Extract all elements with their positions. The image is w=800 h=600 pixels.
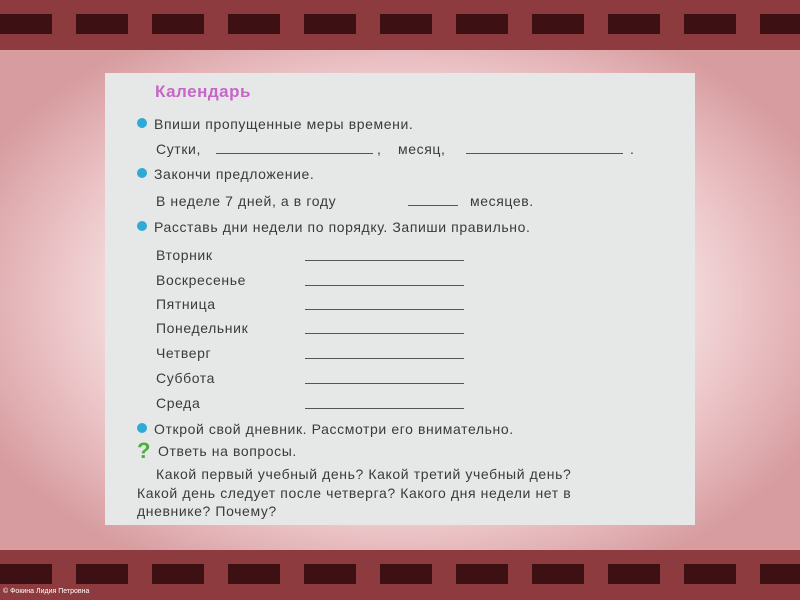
film-perforation — [0, 14, 52, 34]
film-perforation — [152, 564, 204, 584]
textbook-page — [105, 73, 695, 525]
answer-blank[interactable] — [466, 153, 623, 154]
day-item: Пятница — [156, 296, 216, 312]
blue-dot-icon — [137, 423, 147, 433]
day-item: Вторник — [156, 247, 213, 263]
question-line: Какой день следует после четверга? Какого дня недели нет в — [137, 485, 572, 501]
film-perforation — [76, 564, 128, 584]
film-perforation — [456, 564, 508, 584]
film-perforation — [304, 14, 356, 34]
answer-blank[interactable] — [305, 285, 464, 286]
answer-blank[interactable] — [305, 383, 464, 384]
film-perforation — [608, 564, 660, 584]
film-perforation — [684, 14, 736, 34]
film-perforation — [380, 564, 432, 584]
questions-heading: ? Ответь на вопросы. — [137, 438, 297, 463]
task-2-sentence-end: месяцев. — [470, 193, 534, 209]
film-perforation — [760, 14, 800, 34]
question-line: Какой первый учебный день? Какой третий учебный день? — [156, 466, 572, 482]
blue-dot-icon — [137, 118, 147, 128]
task-4-instruction: Открой свой дневник. Рассмотри его внимательно. — [137, 421, 514, 437]
page-title: Календарь — [155, 82, 251, 101]
task-1-instruction: Впиши пропущенные меры времени. — [137, 116, 413, 132]
film-perforation — [760, 564, 800, 584]
day-item: Понедельник — [156, 320, 249, 336]
task-1-period: . — [630, 141, 635, 157]
film-perforation — [228, 564, 280, 584]
task-1-label-a: Сутки, — [156, 141, 201, 157]
question-line: дневнике? Почему? — [137, 503, 277, 519]
film-perforation — [608, 14, 660, 34]
answer-blank[interactable] — [305, 260, 464, 261]
footer-caption: © Фокина Лидия Петровна — [3, 588, 90, 595]
task-3-instruction: Расставь дни недели по порядку. Запиши правильно. — [137, 219, 530, 235]
task-1-label-b: месяц, — [398, 141, 446, 157]
day-item: Среда — [156, 395, 201, 411]
film-perforation — [532, 14, 584, 34]
task-2-sentence-start: В неделе 7 дней, а в году — [156, 193, 337, 209]
film-perforation — [0, 564, 52, 584]
film-perforation — [228, 14, 280, 34]
film-perforation — [152, 14, 204, 34]
answer-blank[interactable] — [216, 153, 373, 154]
film-perforation — [456, 14, 508, 34]
task-1-comma: , — [377, 141, 382, 157]
answer-blank[interactable] — [305, 408, 464, 409]
film-perforation — [76, 14, 128, 34]
answer-blank[interactable] — [305, 333, 464, 334]
answer-blank[interactable] — [408, 205, 458, 206]
blue-dot-icon — [137, 168, 147, 178]
film-strip-bottom — [0, 550, 800, 600]
task-2-instruction: Закончи предложение. — [137, 166, 314, 182]
day-item: Суббота — [156, 370, 216, 386]
film-perforation — [380, 14, 432, 34]
film-perforation — [304, 564, 356, 584]
film-strip-top — [0, 0, 800, 50]
answer-blank[interactable] — [305, 358, 464, 359]
film-perforation — [684, 564, 736, 584]
answer-blank[interactable] — [305, 309, 464, 310]
green-question-mark-icon: ? — [137, 438, 152, 463]
day-item: Воскресенье — [156, 272, 247, 288]
blue-dot-icon — [137, 221, 147, 231]
day-item: Четверг — [156, 345, 212, 361]
film-perforation — [532, 564, 584, 584]
